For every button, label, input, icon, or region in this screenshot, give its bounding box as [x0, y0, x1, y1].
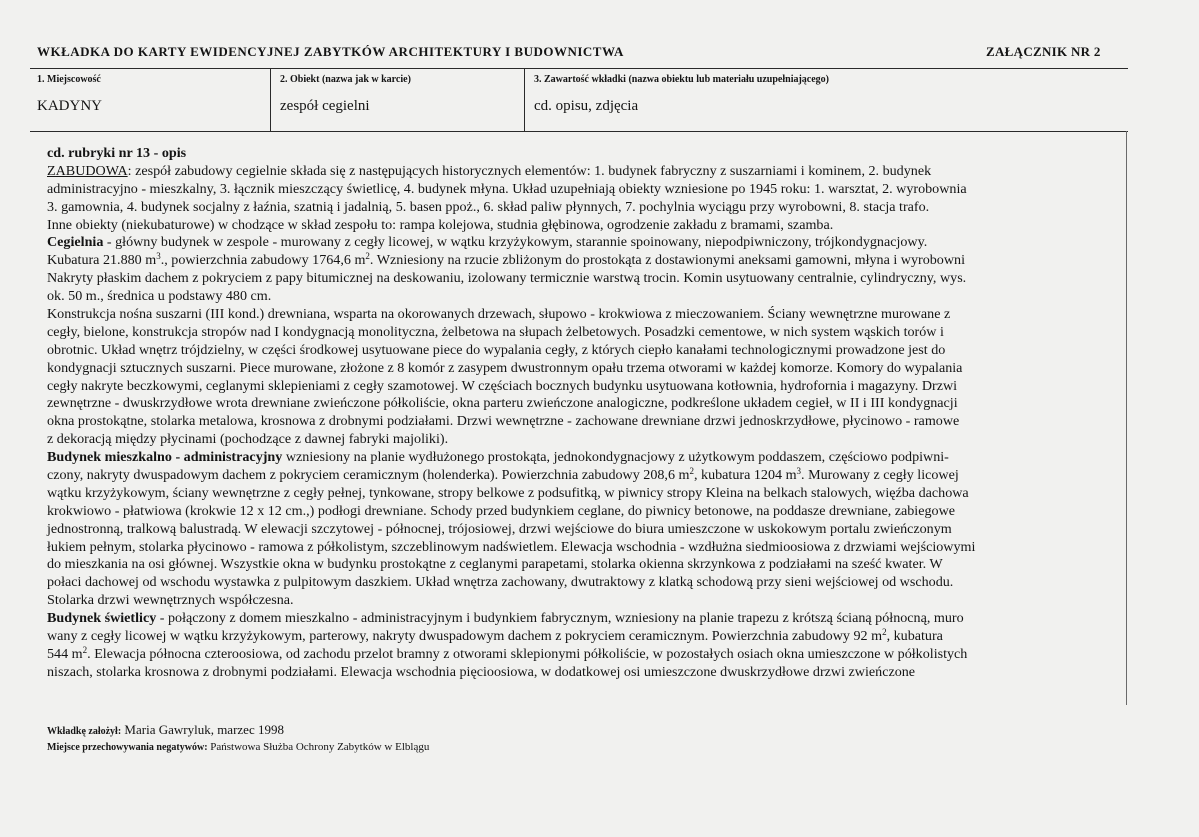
text-span: - połączony z domem mieszkalno - administracyjnym i budynkiem fabrycznym, wzniesiony na planie trapezu z krótszą ścianą północną, muro — [156, 610, 964, 627]
text-line: cegły, bielone, konstrukcja stropów nad I kondygnacją monolityczna, żelbetowa na słupach żelbetowych. Posadzki cementowe, w nich system wąskich torów i — [47, 323, 944, 340]
field-label-contents: 3. Zawartość wkładki (nazwa obiektu lub materiału uzupełniającego) — [534, 74, 830, 85]
text-line — [47, 234, 1187, 252]
text-line: zewnętrzne - dwuskrzydłowe wrota drewniane zwieńczone półkoliście, okna parteru zwieńczone analogiczne, podkreślone układem cegieł, w II i III kondygnacji — [47, 395, 958, 412]
description-body — [47, 145, 1187, 682]
text-line: niszach, stolarka krosnowa z drobnymi podziałami. Elewacja wschodnia pięcioosiowa, w dodatkowej osi umieszczone dwuskrzydłowe drzwi zwieńczone — [47, 663, 916, 680]
document-title: WKŁADKA DO KARTY EWIDENCYJNEJ ZABYTKÓW ARCHITEKTURY I BUDOWNICTWA — [37, 44, 624, 59]
term-budynek-swietlicy: Budynek świetlicy — [47, 610, 157, 627]
text-line — [47, 449, 1187, 467]
author-value: Maria Gawryluk, marzec 1998 — [121, 722, 284, 737]
text-line: wątku krzyżykowym, ściany wewnętrzne z cegły pełnej, tynkowane, stropy belkowe z podsufitką, w piwnicy stropy Kleina na belkach stalowych, więźba dachowa — [47, 484, 969, 501]
text-span: ., powierzchnia zabudowy 1764,6 m — [160, 252, 366, 269]
term-cegielnia: Cegielnia — [47, 234, 104, 251]
text-span: wzniesiony na planie wydłużonego prostokąta, jednokondygnacjowy z użytkowym poddaszem, częściowo podpiwni- — [282, 449, 949, 466]
text-line: do mieszkania na osi głównej. Wszystkie okna w budynku prostokątne z ceglanymi parapetami, stolarka okienna skrzynkowa z podziałami na sześć kwater. W — [47, 556, 943, 573]
field-divider-1 — [270, 68, 271, 131]
text-span: . Wzniesiony na rzucie zbliżonym do prostokąta z dostawionymi aneksami gamowni, młyna i wyrobowni — [369, 252, 965, 269]
negatives-location-line — [47, 741, 429, 753]
text-line: ok. 50 m., średnica u podstawy 480 cm. — [47, 288, 272, 305]
negatives-value: Państwowa Służba Ochrony Zabytków w Elblągu — [207, 741, 430, 753]
superscript: 2 — [82, 644, 88, 655]
text-line: krokwiowo - płatwiowa (krokwie 12 x 12 cm.,) podłogi drewniane. Schody przed budynkiem ceglane, do piwnicy betonowe, na poddasze drewniane, zabiegowe — [47, 502, 956, 519]
text-line — [47, 163, 1187, 181]
text-line: obrotnic. Układ wnętrz trójdzielny, w części środkowej usytuowane piece do wypalania cegły, z których ciepło kanałami technologicznymi prowadzone jest do — [47, 341, 946, 358]
text-line: 3. gamownia, 4. budynek socjalny z łaźnia, szatnią i jadalnią, 5. basen ppoż., 6. skład paliw płynnych, 7. pochylnia wyciągu przy wyrobowni, 8. stacja trafo. — [47, 198, 930, 215]
author-line — [47, 722, 284, 739]
field-label-object: 2. Obiekt (nazwa jak w karcie) — [280, 74, 411, 85]
text-span: , kubatura — [886, 628, 943, 645]
text-line: Nakryty płaskim dachem z pokryciem z papy bitumicznej na deskowaniu, izolowany termicznie warstwą trocin. Komin usytuowany centralnie, cylindryczny, wys. — [47, 270, 967, 287]
text-line: okna prostokątne, stolarka metalowa, krosnowa z drobnymi podziałami. Drzwi wewnętrzne - zachowane drewniane drzwi jednoskrzydłowe, płycinowo - ramowe — [47, 413, 960, 430]
text-line: połaci dachowej od wschodu wystawka z pulpitowym daszkiem. Układ wnętrza zachowany, dwutraktowy z klatką schodową przy sieni wejściowej od wschodu. — [47, 574, 954, 591]
superscript: 2 — [689, 466, 694, 477]
text-line: cegły nakryte beczkowymi, ceglanymi sklepieniami z cegły szamotowej. W częściach bocznych budynku usytuowana kotłownia, hydrofornia i magazyny. Drzwi — [47, 377, 958, 394]
header-bottom-rule — [30, 131, 1128, 132]
superscript: 3 — [796, 466, 802, 477]
text-line: Inne obiekty (niekubaturowe) w chodzące w skład zespołu to: rampa kolejowa, studnia głębinowa, ogrodzenie zakładu z bramami, szamba. — [47, 216, 834, 233]
text-span: . Murowany z cegły licowej — [801, 467, 959, 484]
superscript: 3 — [156, 251, 161, 262]
header-top-rule — [30, 68, 1128, 69]
field-label-locality: 1. Miejscowość — [37, 74, 101, 85]
superscript: 2 — [882, 627, 887, 638]
field-divider-2 — [524, 68, 525, 131]
text-span: wany z cegły licowej w wątku krzyżykowym, parterowy, nakryty dwuspadowym dachem z pokryciem ceramicznym. Powierzchnia zabudowy 92 m — [47, 628, 883, 645]
text-line: administracyjno - mieszkalny, 3. łącznik mieszczący świetlicę, 4. budynek młyna. Układ uzupełniają obiekty wzniesione po 1945 roku: 1. warsztat, 2. wyrobownia — [47, 180, 967, 197]
text-line — [47, 610, 1187, 628]
text-line — [47, 252, 1187, 270]
text-line: Konstrukcja nośna suszarni (III kond.) drewniana, wsparta na okorowanych drzewach, słupowo - krokwiowa z mieczowaniem. Ściany wewnętrzne murowane z — [47, 306, 951, 323]
text-span: Kubatura 21.880 m — [47, 252, 157, 269]
text-line — [47, 646, 1187, 664]
term-budynek-mieszkalny: Budynek mieszkalno - administracyjny — [47, 449, 283, 466]
text-span: . Elewacja północna czteroosiowa, od zachodu przelot bramny z otworami sklepionymi półkoliście, w pozostałych osiach okna umieszczone w półkolistych — [87, 645, 968, 662]
text-span: : zespół zabudowy cegielnie składa się z następujących historycznych elementów: 1. budynek fabryczny z suszarniami i kominem, 2. budynek — [127, 162, 932, 179]
field-value-contents: cd. opisu, zdjęcia — [534, 98, 639, 114]
section-heading: cd. rubryki nr 13 - opis — [47, 145, 187, 161]
term-zabudowa: ZABUDOWA — [47, 162, 128, 179]
text-span: - główny budynek w zespole - murowany z cegły licowej, w wątku krzyżykowym, starannie spoinowany, niepodpiwniczony, trójkondygnacjowy. — [103, 234, 928, 251]
text-span: 544 m — [47, 645, 83, 662]
text-line — [47, 467, 1187, 485]
text-span: , kubatura 1204 m — [693, 467, 797, 484]
text-span: czony, nakryty dwuspadowym dachem z pokryciem ceramicznym (holenderka). Powierzchnia zabudowy 208,6 m — [47, 467, 690, 484]
annex-number: ZAŁĄCZNIK NR 2 — [986, 44, 1101, 59]
text-line: łukiem pełnym, stolarka płycinowo - ramowa z półkolistym, szczeblinowym nadświetlem. Elewacja wschodnia - wzdłużna siedmioosiowa z drzwiami wejściowymi — [47, 538, 976, 555]
field-value-locality: KADYNY — [37, 98, 102, 114]
text-line: z dekoracją między płycinami (pochodzące z dawnej fabryki majoliki). — [47, 431, 449, 448]
text-line: jednostronną, tralkową balustradą. W elewacji szczytowej - północnej, trójosiowej, drzwi wejściowe do biura umieszczone w uskokowym portalu zwieńczonym — [47, 520, 952, 537]
author-label: Wkładkę założył: — [47, 726, 122, 737]
text-line: kondygnacji sztucznych suszarni. Piece murowane, złożone z 8 komór z zasypem dwustronnym opału trzema otworami w każdej komorze. Komory do wypalania — [47, 359, 963, 376]
text-line — [47, 628, 1187, 646]
negatives-label: Miejsce przechowywania negatywów: — [47, 742, 208, 753]
text-line: Stolarka drzwi wewnętrznych współczesna. — [47, 592, 294, 609]
field-value-object: zespół cegielni — [280, 98, 370, 114]
superscript: 2 — [365, 251, 370, 262]
